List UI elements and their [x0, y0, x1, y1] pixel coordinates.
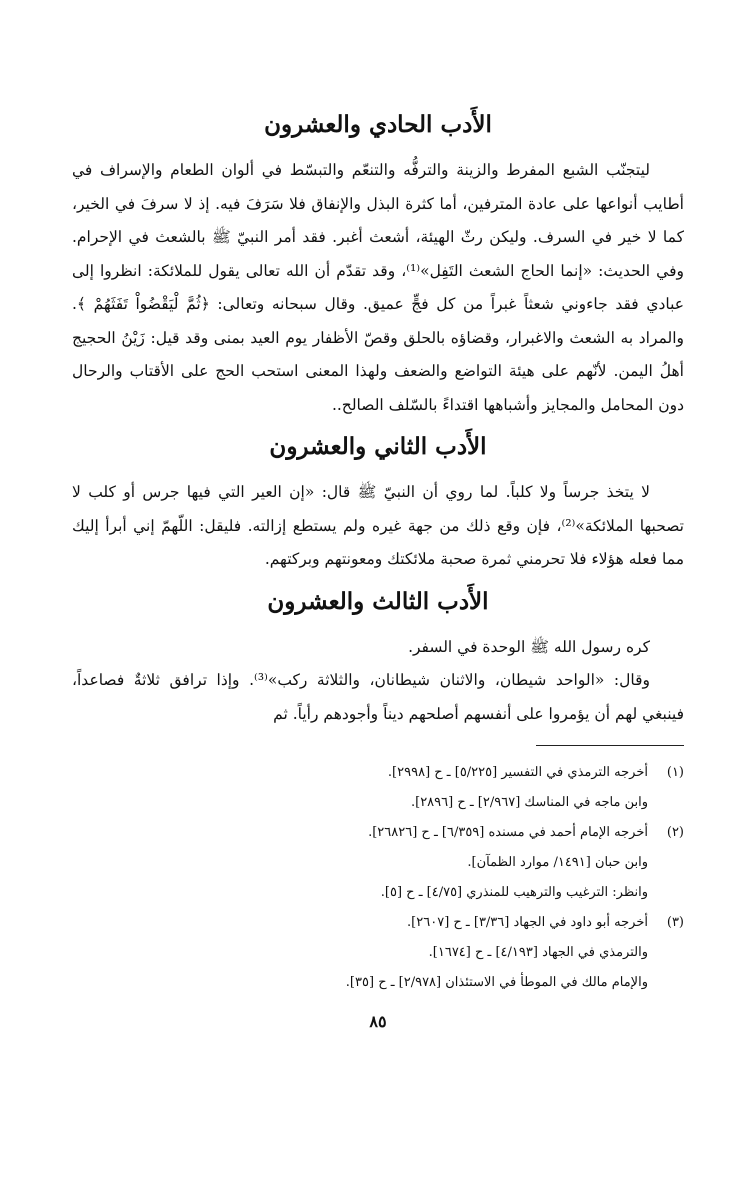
- footnote-line: أخرجه أبو داود في الجهاد [٣/٣٦] ـ ح [٢٦٠٧].: [407, 915, 648, 930]
- section-adab-21: [72, 108, 684, 422]
- section-heading: الأَدب الثالث والعشرون: [267, 587, 489, 615]
- section-heading: الأَدب الحادي والعشرون: [264, 111, 492, 138]
- footnotes: [72, 758, 684, 998]
- footnote-number: (٣): [666, 915, 684, 930]
- footnote-2: [72, 818, 684, 908]
- footnote-line: وانظر: الترغيب والترهيب للمنذري [٤/٧٥] ـ ح [٥].: [380, 885, 648, 900]
- section-paragraph: كره رسول الله ﷺ الوحدة في السفر.: [408, 637, 650, 656]
- book-page: [72, 100, 684, 1031]
- footnote-line: أخرجه الترمذي في التفسير [٥/٢٢٥] ـ ح [٢٩٩٨].: [387, 765, 648, 780]
- footnote-line: والترمذي في الجهاد [٤/١٩٣] ـ ح [١٦٧٤].: [428, 945, 648, 960]
- footnote-line: وابن حبان [١٤٩١/ موارد الظمآن].: [467, 855, 648, 870]
- section-heading: الأَدب الثاني والعشرون: [269, 433, 487, 460]
- footnote-number: (٢): [666, 825, 684, 840]
- section-adab-23: [72, 585, 684, 732]
- footnote-number: (١): [666, 765, 684, 780]
- footnote-3: [72, 908, 684, 998]
- section-paragraph: لا يتخذ جرساً ولا كلباً. لما روي أن النبيّ ﷺ قال: «إن العير التي فيها جرس أو كلب لا تصحبها الملائكة»⁽²⁾، فإن وقع ذلك من جهة غيره ولم يستطع إزالته. فليقل: اللّهمّ إني أبرأ إليك مما فعله هؤلاء فلا تحرمني ثمرة صحبة ملائكتك ومعونتهم وبركتهم.: [72, 483, 684, 568]
- footnote-1: [72, 758, 684, 818]
- page-number: ٨٥: [369, 1012, 387, 1031]
- footnote-line: وابن ماجه في المناسك [٢/٩٦٧] ـ ح [٢٨٩٦].: [410, 795, 648, 810]
- section-paragraph: ليتجنّب الشبع المفرط والزينة والترفُّه والتنعّم والتبسّط في ألوان الطعام والإسراف في أطايب أنواعها على عادة المترفين، أما كثرة البذل والإنفاق فلا سَرَفَ فيه. إذ لا سرفَ في الخير، كما لا خير في السرف. وليكن رثّ الهيئة، أشعث أغبر. فقد أمر النبيّ ﷺ بالشعث في الإحرام. وفي الحديث: «إنما الحاج الشعث التَفِل»⁽¹⁾، وقد تقدّم أن الله تعالى يقول للملائكة: انظروا إلى عبادي فقد جاءوني شعثاً غبراً من كل فجٍّ عميق. وقال سبحانه وتعالى: ﴿ثُمَّ لْيَقْضُواْ تَفَثَهُمْ ﴾. والمراد به الشعث والاغبرار، وقضاؤه بالحلق وقصّ الأظفار يوم العيد بمنى وقد قيل: زَيْنُ الحجيج أهلُ اليمن. لأنّهم على هيئة التواضع والضعف ولهذا المعنى استحب الحج على الأقتاب والرحال دون المحامل والمجايز وأشباهها اقتداءً بالسّلف الصالح..: [72, 161, 684, 414]
- section-paragraph: وقال: «الواحد شيطان، والاثنان شيطانان، والثلاثة ركب»⁽³⁾. وإذا ترافق ثلاثةٌ فصاعداً، فينبغي لهم أن يؤمروا على أنفسهم أصلحهم ديناً وأجودهم رأياً. ثم: [72, 671, 684, 723]
- footnote-divider: [536, 745, 684, 746]
- footnote-line: أخرجه الإمام أحمد في مسنده [٦/٣٥٩] ـ ح [٢٦٨٢٦].: [368, 825, 648, 840]
- section-adab-22: [72, 430, 684, 577]
- footnote-line: والإمام مالك في الموطأ في الاستئذان [٢/٩٧٨] ـ ح [٣٥].: [345, 975, 648, 990]
